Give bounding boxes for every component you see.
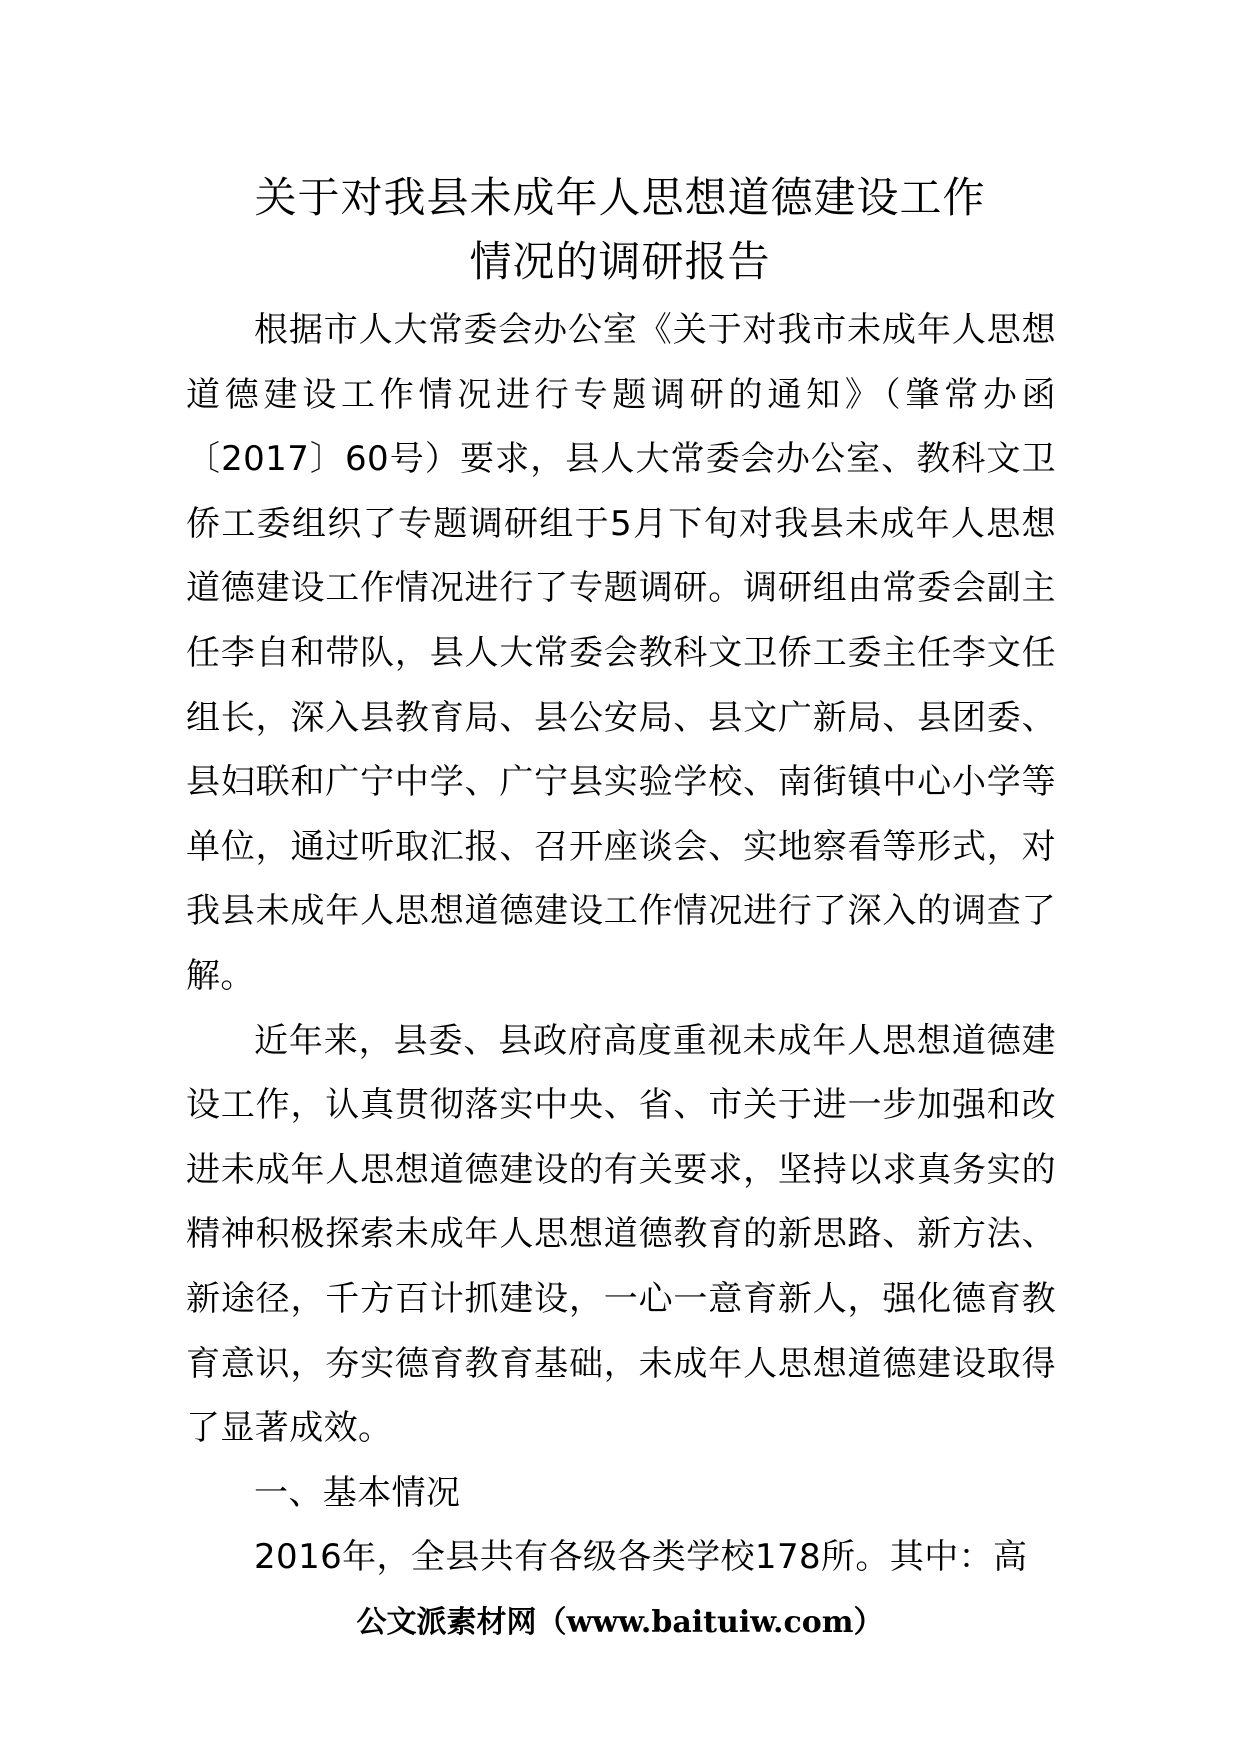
document-title-line-1: 关于对我县未成年人思想道德建设工作 xyxy=(254,173,986,222)
paragraph-intro: 根据市人大常委会办公室《关于对我市未成年人思想道德建设工作情况进行专题调研的通知》（肇常办函〔2017〕60号）要求，县人大常委会办公室、教科文卫侨工委组织了专题调研组于5月下旬对我县未成年人思想道德建设工作情况进行了专题调研。调研组由常委会副主任李自和带队，县人大常委会教科文卫侨工委主任李文任组长，深入县教育局、县公安局、县文广新局、县团委、县妇联和广宁中学、广宁县实验学校、南街镇中心小学等单位，通过听取汇报、召开座谈会、实地察看等形式，对我县未成年人思想道德建设工作情况进行了深入的调查了解。 xyxy=(186,310,1056,996)
paragraph-basic-situation: 2016年，全县共有各级各类学校178所。其中：高 xyxy=(254,1537,1028,1578)
footer-watermark: 公文派素材网（www.baituiw.com） xyxy=(356,1605,884,1640)
paragraph-overview: 近年来，县委、县政府高度重视未成年人思想道德建设工作，认真贯彻落实中央、省、市关于进一步加强和改进未成年人思想道德建设的有关要求，坚持以求真务实的精神积极探索未成年人思想道德教育的新思路、新方法、新途径，千方百计抓建设，一心一意育新人，强化德育教育意识，夯实德育教育基础，未成年人思想道德建设取得了显著成效。 xyxy=(186,1020,1056,1449)
document-body xyxy=(186,298,1056,1590)
document-title-line-2: 情况的调研报告 xyxy=(469,237,771,286)
section-heading-basic-situation: 一、基本情况 xyxy=(254,1472,461,1513)
